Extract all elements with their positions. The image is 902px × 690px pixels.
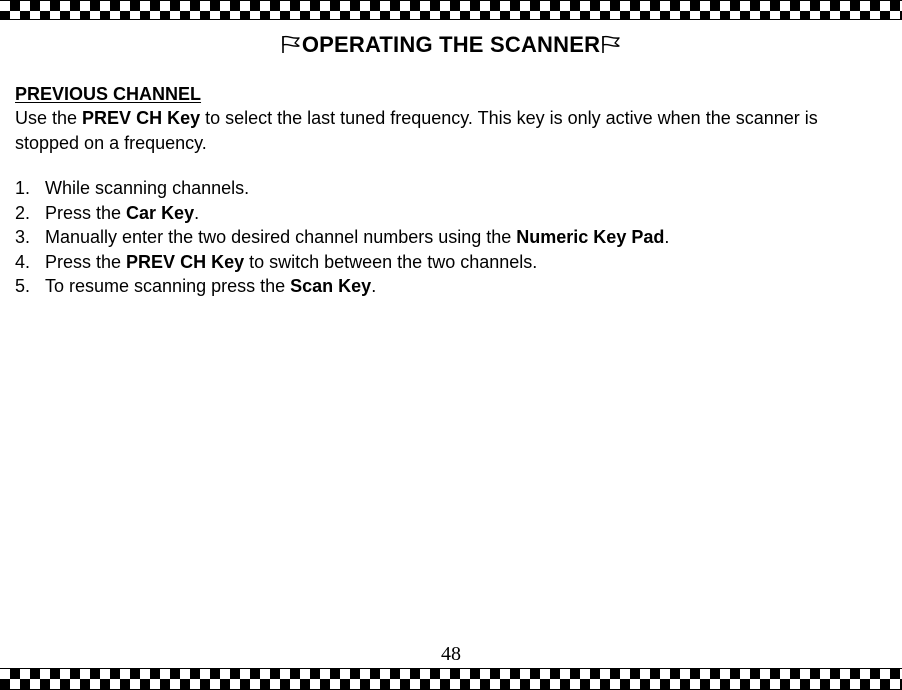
page-title [0, 31, 902, 59]
intro-text: to select the last tuned frequency. This key is only active when the scanner is stopped on a frequency. [15, 108, 818, 153]
page-title-text: OPERATING THE SCANNER [301, 32, 601, 57]
section-intro [15, 106, 875, 156]
steps-list [15, 176, 669, 299]
step-text: Press the [45, 202, 127, 223]
flag-icon [280, 34, 302, 54]
page-number: 48 [441, 643, 461, 665]
step-key-name: Car Key [126, 202, 195, 223]
step-number: 3. [15, 227, 31, 247]
step-item [15, 176, 669, 201]
step-key-name: Numeric Key Pad [516, 227, 665, 247]
step-number: 5. [15, 276, 31, 296]
step-text: . [664, 227, 670, 247]
step-item [15, 250, 669, 275]
step-item [15, 274, 669, 299]
step-number: 4. [15, 251, 31, 272]
intro-key-name: PREV CH Key [82, 108, 201, 128]
step-text: While scanning channels. [45, 178, 250, 198]
step-number: 1. [15, 178, 31, 198]
step-text: . [194, 202, 200, 223]
step-item [15, 225, 669, 250]
step-text: . [371, 276, 377, 296]
step-text: Manually enter the two desired channel numbers using the [45, 227, 517, 247]
bottom-checkered-border [0, 668, 902, 690]
step-text: To resume scanning press the [45, 276, 291, 296]
step-text: to switch between the two channels. [244, 251, 538, 272]
step-text: Press the [45, 251, 127, 272]
step-key-name: PREV CH Key [126, 251, 245, 272]
step-key-name: Scan Key [290, 276, 372, 296]
intro-text: Use the [15, 108, 83, 128]
step-number: 2. [15, 202, 31, 223]
section-heading: PREVIOUS CHANNEL [15, 84, 202, 104]
top-checkered-border [0, 0, 902, 20]
step-item [15, 201, 669, 226]
flag-icon [600, 34, 622, 54]
